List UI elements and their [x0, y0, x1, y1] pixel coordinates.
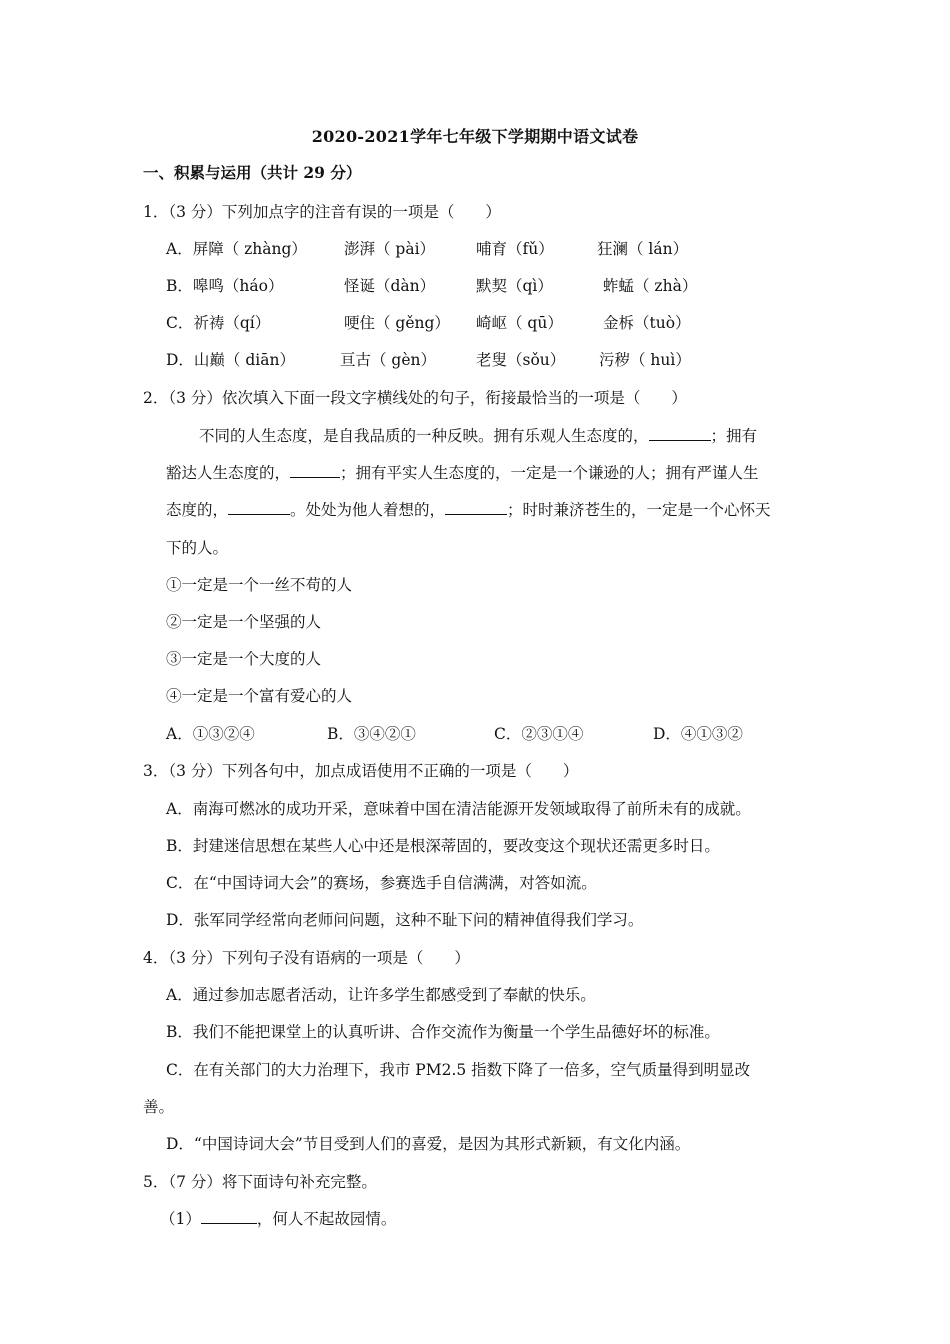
q2-choice-c: C．②③①④: [494, 725, 584, 743]
q4-option-b: B．我们不能把课堂上的认真听讲、合作交流作为衡量一个学生品德好坏的标准。: [166, 1023, 720, 1041]
q1-option-c-3: 崎岖（ qū）: [476, 314, 563, 332]
q1-option-b-4: 蚱蜢（ zhà）: [603, 277, 698, 295]
q5-line-1: [160, 1207, 396, 1229]
q1-option-a-4: 狂澜（ lán）: [597, 240, 689, 258]
q3-option-a: A．南海可燃冰的成功开采，意味着中国在清洁能源开发领域取得了前所未有的成就。: [166, 800, 751, 818]
q5-line-text: ，何人不起故园情。: [256, 1210, 397, 1228]
section-heading: 一、积累与运用（共计 29 分）: [143, 163, 362, 182]
q3-option-c: C．在“中国诗词大会”的赛场，参赛选手自信满满，对答如流。: [166, 874, 597, 892]
q2-passage-line-1: [199, 424, 757, 446]
q2-passage-text: 豁达人生态度的，: [166, 464, 291, 482]
question-2-stem: 2．（3 分）依次填入下面一段文字横线处的句子，衔接最恰当的一项是（ ）: [143, 389, 687, 407]
question-3-stem: 3．（3 分）下列各句中，加点成语使用不正确的一项是（ ）: [143, 762, 579, 780]
q2-item-2: ②一定是一个坚强的人: [166, 613, 322, 631]
question-1-stem: 1．（3 分）下列加点字的注音有误的一项是（ ）: [143, 203, 501, 221]
q1-option-a-2: 澎湃（ pài）: [344, 240, 436, 258]
q3-option-d: D．张军同学经常向老师问问题，这种不耻下问的精神值得我们学习。: [166, 911, 644, 929]
q1-option-a-3: 哺育（fǔ）: [476, 240, 554, 258]
question-5-stem: 5．（7 分）将下面诗句补充完整。: [143, 1173, 377, 1191]
q2-item-1: ①一定是一个一丝不苟的人: [166, 576, 353, 594]
q2-item-3: ③一定是一个大度的人: [166, 650, 322, 668]
q3-option-b: B．封建迷信思想在某些人心中还是根深蒂固的，要改变这个现状还需更多时日。: [166, 837, 720, 855]
q2-passage-text: 不同的人生态度，是自我品质的一种反映。拥有乐观人生态度的，: [199, 427, 649, 445]
q5-line-number: （1）: [160, 1210, 201, 1228]
q2-passage-text: 。处处为他人着想的，: [290, 501, 446, 519]
q1-option-b-2: 怪诞（dàn）: [344, 277, 436, 295]
q1-option-d-2: 亘古（ gèn）: [340, 351, 437, 369]
q2-item-4: ④一定是一个富有爱心的人: [166, 687, 353, 705]
q2-choice-a: A．①③②④: [166, 725, 255, 743]
fill-blank: [201, 1208, 257, 1224]
q1-option-b-1: B．嗥鸣（háo）: [166, 277, 284, 295]
fill-blank: [445, 499, 507, 515]
q1-option-a-1: A．屏障（ zhàng）: [166, 240, 307, 258]
fill-blank: [228, 499, 290, 515]
q1-option-d-3: 老叟（sǒu）: [476, 351, 566, 369]
q2-passage-line-3: [166, 498, 771, 520]
page-title: 2020-2021学年七年级下学期期中语文试卷: [311, 127, 639, 146]
q2-passage-line-2: [166, 461, 759, 483]
q1-option-c-2: 哽住（ gěng）: [344, 314, 450, 332]
q4-option-d: D．“中国诗词大会”节目受到人们的喜爱，是因为其形式新颖，有文化内涵。: [166, 1135, 691, 1153]
q1-option-b-3: 默契（qì）: [476, 277, 553, 295]
question-4-stem: 4．（3 分）下列句子没有语病的一项是（ ）: [143, 949, 470, 967]
q2-choice-b: B．③④②①: [327, 725, 416, 743]
q2-passage-text: ；拥有平实人生态度的，一定是一个谦逊的人；拥有严谨人生: [340, 464, 759, 482]
q1-option-d-4: 污秽（ huì）: [599, 351, 691, 369]
q1-option-d-1: D．山巅（ diān）: [166, 351, 295, 369]
q4-option-c-continued: 善。: [143, 1098, 175, 1116]
q2-passage-text: ；拥有: [710, 427, 758, 445]
q2-passage-text: ；时时兼济苍生的，一定是一个心怀天: [507, 501, 771, 519]
fill-blank: [290, 462, 340, 478]
q1-option-c-4: 金柝（tuò）: [603, 314, 691, 332]
q4-option-c: C．在有关部门的大力治理下，我市 PM2.5 指数下降了一倍多，空气质量得到明显改: [166, 1061, 751, 1079]
q4-option-a: A．通过参加志愿者活动，让许多学生都感受到了奉献的快乐。: [166, 986, 596, 1004]
q2-passage-line-4: 下的人。: [166, 539, 229, 557]
q2-passage-text: 态度的，: [166, 501, 229, 519]
fill-blank: [649, 425, 711, 441]
q1-option-c-1: C．祈祷（qí）: [166, 314, 271, 332]
q2-choice-d: D．④①③②: [653, 725, 743, 743]
